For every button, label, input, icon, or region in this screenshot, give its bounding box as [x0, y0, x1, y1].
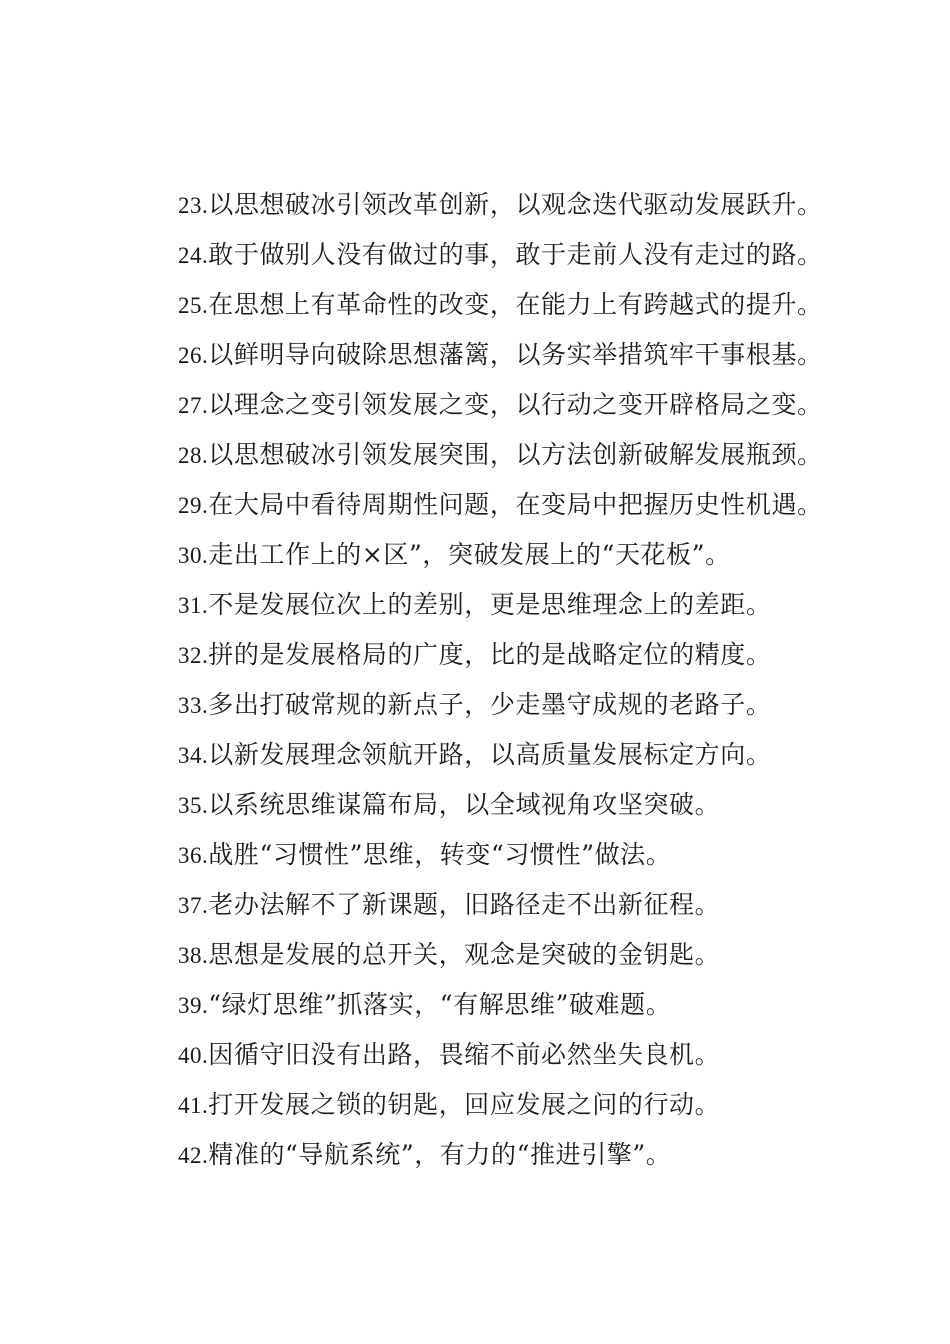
- item-number: 38.: [178, 943, 209, 968]
- list-item: [178, 1030, 838, 1080]
- item-text: 走出工作上的×区”，突破发展上的“天花板”。: [208, 540, 731, 569]
- list-item: [178, 230, 838, 280]
- item-text: 战胜“习惯性”思维，转变“习惯性”做法。: [208, 840, 672, 869]
- list-item: [178, 880, 838, 930]
- list-item: [178, 780, 838, 830]
- list-item: [178, 730, 838, 780]
- item-number: 40.: [178, 1043, 209, 1068]
- item-text: 以思想破冰引领改革创新，以观念迭代驱动发展跃升。: [208, 190, 823, 219]
- item-number: 30.: [178, 543, 209, 568]
- list-item: [178, 430, 838, 480]
- item-number: 24.: [178, 243, 209, 268]
- item-number: 29.: [178, 493, 209, 518]
- item-number: 26.: [178, 343, 209, 368]
- item-number: 27.: [178, 393, 209, 418]
- item-number: 37.: [178, 893, 209, 918]
- item-text: 打开发展之锁的钥匙，回应发展之问的行动。: [208, 1090, 721, 1119]
- list-item: [178, 830, 838, 880]
- item-number: 41.: [178, 1093, 209, 1118]
- list-item: [178, 630, 838, 680]
- item-text: 敢于做别人没有做过的事，敢于走前人没有走过的路。: [208, 240, 823, 269]
- item-text: 老办法解不了新课题，旧路径走不出新征程。: [208, 890, 721, 919]
- list-item: [178, 530, 838, 580]
- item-text: 拼的是发展格局的广度，比的是战略定位的精度。: [208, 640, 772, 669]
- list-item: [178, 1080, 838, 1130]
- item-number: 36.: [178, 843, 209, 868]
- list-item: [178, 480, 838, 530]
- list-item: [178, 330, 838, 380]
- item-text: “绿灯思维”抓落实，“有解思维”破难题。: [208, 990, 672, 1019]
- item-number: 31.: [178, 593, 209, 618]
- item-text: 在大局中看待周期性问题，在变局中把握历史性机遇。: [208, 490, 823, 519]
- list-item: [178, 580, 838, 630]
- list-item: [178, 180, 838, 230]
- item-number: 34.: [178, 743, 209, 768]
- item-number: 35.: [178, 793, 209, 818]
- item-text: 以鲜明导向破除思想藩篱，以务实举措筑牢干事根基。: [208, 340, 823, 369]
- item-number: 28.: [178, 443, 209, 468]
- list-item: [178, 1130, 838, 1180]
- list-item: [178, 280, 838, 330]
- item-text: 多出打破常规的新点子，少走墨守成规的老路子。: [208, 690, 772, 719]
- item-text: 因循守旧没有出路，畏缩不前必然坐失良机。: [208, 1040, 721, 1069]
- item-text: 以思想破冰引领发展突围，以方法创新破解发展瓶颈。: [208, 440, 823, 469]
- list-item: [178, 680, 838, 730]
- item-number: 39.: [178, 993, 209, 1018]
- item-number: 42.: [178, 1143, 209, 1168]
- list-item: [178, 930, 838, 980]
- item-number: 25.: [178, 293, 209, 318]
- item-text: 以系统思维谋篇布局，以全域视角攻坚突破。: [208, 790, 721, 819]
- item-text: 以理念之变引领发展之变，以行动之变开辟格局之变。: [208, 390, 823, 419]
- item-text: 以新发展理念领航开路，以高质量发展标定方向。: [208, 740, 772, 769]
- list-item: [178, 980, 838, 1030]
- item-number: 33.: [178, 693, 209, 718]
- item-text: 不是发展位次上的差别，更是思维理念上的差距。: [208, 590, 772, 619]
- item-text: 在思想上有革命性的改变，在能力上有跨越式的提升。: [208, 290, 823, 319]
- slogan-list: [178, 180, 838, 1180]
- item-number: 32.: [178, 643, 209, 668]
- item-text: 精准的“导航系统”，有力的“推进引擎”。: [208, 1140, 672, 1169]
- item-text: 思想是发展的总开关，观念是突破的金钥匙。: [208, 940, 721, 969]
- list-item: [178, 380, 838, 430]
- item-number: 23.: [178, 193, 209, 218]
